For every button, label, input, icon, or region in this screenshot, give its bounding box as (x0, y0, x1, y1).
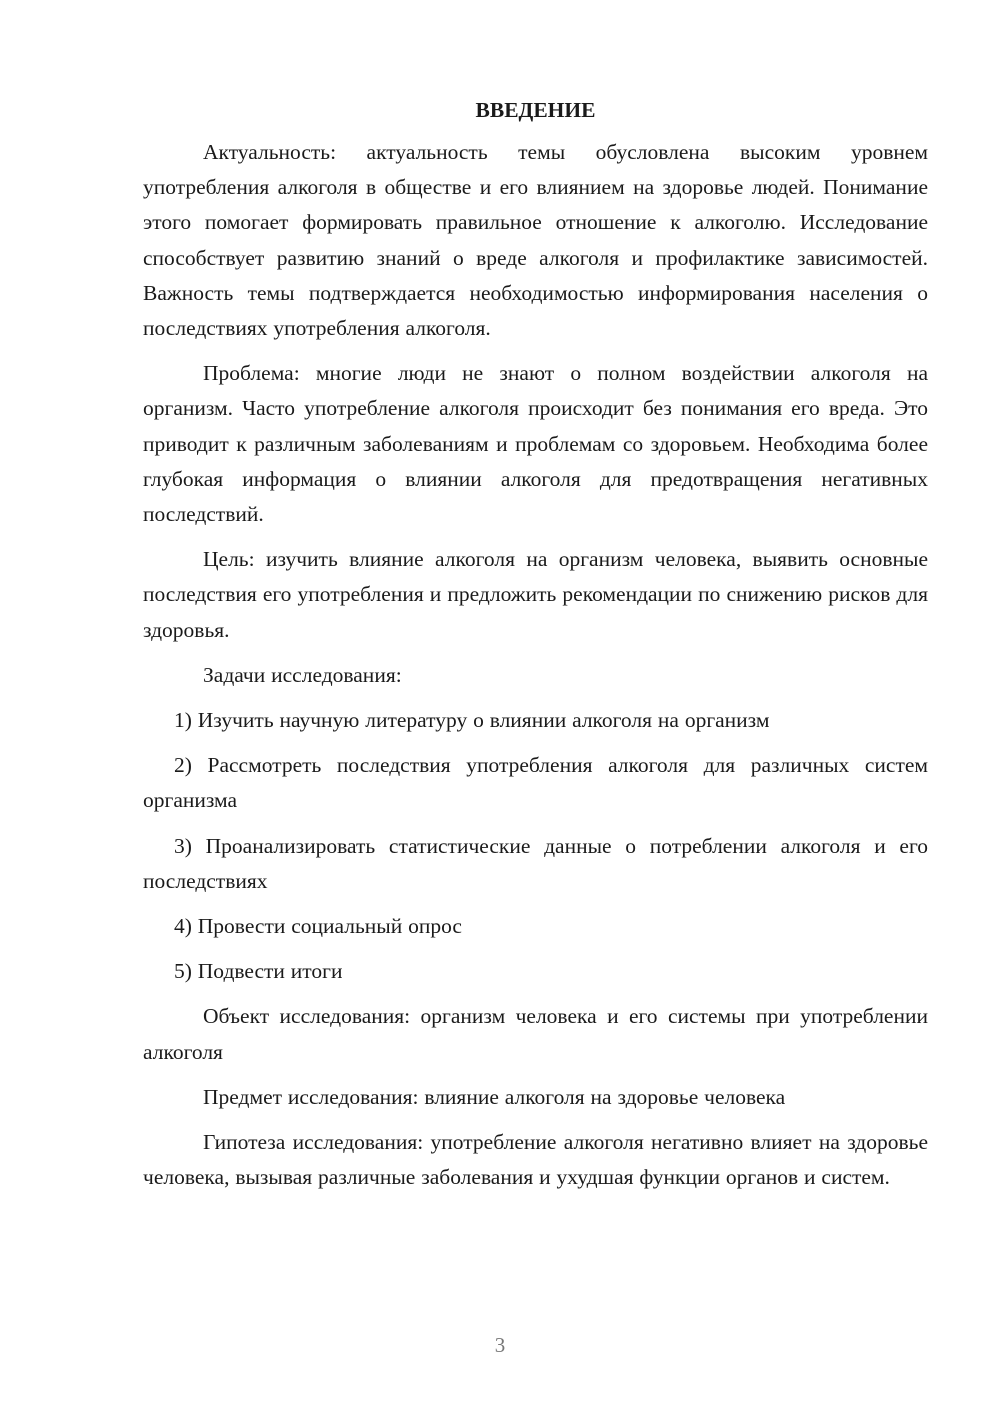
section-title: ВВЕДЕНИЕ (475, 98, 596, 122)
task-item-2: 2) Рассмотреть последствия употребления алкоголя для различных систем организма (143, 753, 928, 813)
paragraph-goal: Цель: изучить влияние алкоголя на организм человека, выявить основные последствия его употребления и предложить рекомендации по снижению рисков для здоровья. (143, 547, 928, 642)
paragraph-object: Объект исследования: организм человека и его системы при употреблении алкоголя (143, 1004, 928, 1064)
task-item-5: 5) Подвести итоги (174, 959, 343, 984)
task-item-1: 1) Изучить научную литературу о влиянии алкоголя на организм (174, 708, 770, 733)
task-item-3: 3) Проанализировать статистические данные о потреблении алкоголя и его последствиях (143, 833, 928, 893)
paragraph-hypothesis: Гипотеза исследования: употребление алкоголя негативно влияет на здоровье человека, вызывая различные заболевания и ухудшая функции органов и систем. (143, 1130, 928, 1190)
document-page (143, 92, 928, 1205)
paragraph-subject: Предмет исследования: влияние алкоголя на здоровье человека (203, 1084, 786, 1109)
page-number: 3 (494, 1333, 506, 1357)
paragraph-tasks-heading: Задачи исследования: (203, 662, 402, 687)
paragraph-problem: Проблема: многие люди не знают о полном воздействии алкоголя на организм. Часто употребление алкоголя происходит без понимания его вреда. Это приводит к различным заболеваниям и проблемам со здоровьем. Необходима более глубокая информация о влиянии алкоголя для предотвращения негативных последствий. (143, 361, 928, 527)
paragraph-relevance: Актуальность: актуальность темы обусловлена высоким уровнем употребления алкоголя в обществе и его влиянием на здоровье людей. Понимание этого помогает формировать правильное отношение к алкоголю. Исследование способствует развитию знаний о вреде алкоголя и профилактике зависимостей. Важность темы подтверждается необходимостью информирования населения о последствиях употребления алкоголя. (143, 140, 928, 341)
task-item-4: 4) Провести социальный опрос (174, 914, 462, 939)
